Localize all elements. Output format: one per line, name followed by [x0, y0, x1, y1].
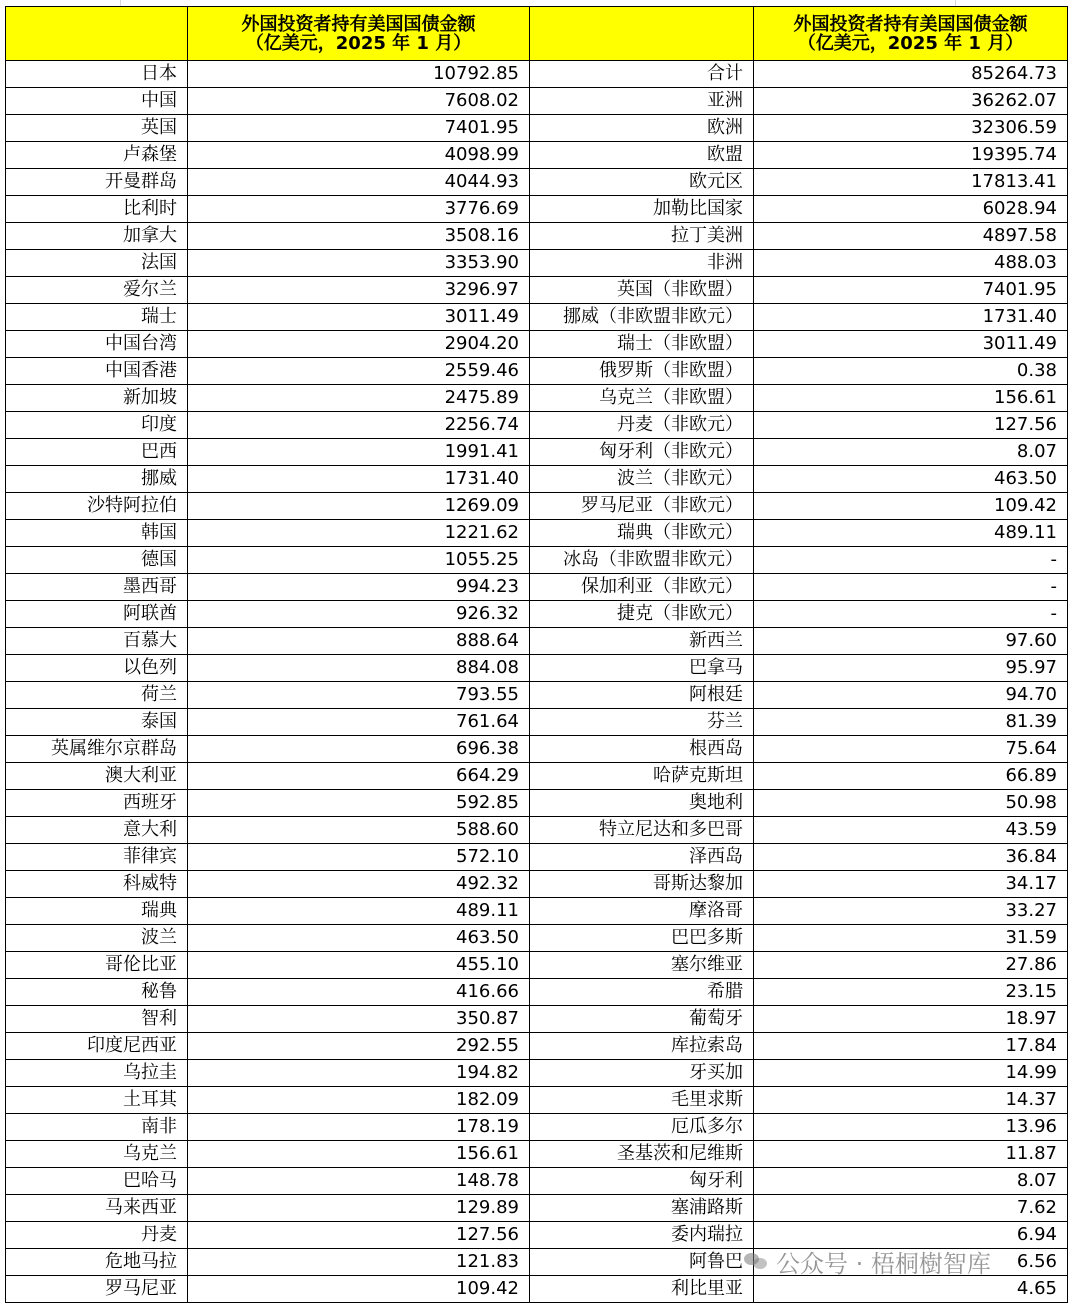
region-value-cell[interactable]: 488.03	[754, 250, 1068, 277]
country-name-cell[interactable]: 泰国	[6, 709, 188, 736]
table-row	[6, 655, 1068, 682]
region-name-cell[interactable]: 葡萄牙	[530, 1006, 754, 1033]
region-name-cell[interactable]: 俄罗斯（非欧盟）	[530, 358, 754, 385]
region-value-cell[interactable]: 17.84	[754, 1033, 1068, 1060]
region-value-cell[interactable]: 6.94	[754, 1222, 1068, 1249]
table-row	[6, 520, 1068, 547]
holding-value-cell[interactable]: 2475.89	[188, 385, 530, 412]
holding-value-cell[interactable]: 121.83	[188, 1249, 530, 1276]
region-name-cell[interactable]: 波兰（非欧元）	[530, 466, 754, 493]
region-value-cell[interactable]: 66.89	[754, 763, 1068, 790]
holding-value-cell[interactable]: 2559.46	[188, 358, 530, 385]
country-name-cell[interactable]: 印度	[6, 412, 188, 439]
table-row	[6, 763, 1068, 790]
holding-value-cell[interactable]: 4044.93	[188, 169, 530, 196]
holding-value-cell[interactable]: 1991.41	[188, 439, 530, 466]
region-value-cell[interactable]: 4.65	[754, 1276, 1068, 1303]
holding-value-cell[interactable]: 10792.85	[188, 61, 530, 88]
region-name-cell[interactable]: 特立尼达和多巴哥	[530, 817, 754, 844]
country-name-cell[interactable]: 意大利	[6, 817, 188, 844]
country-name-cell[interactable]: 巴哈马	[6, 1168, 188, 1195]
country-name-cell[interactable]: 智利	[6, 1006, 188, 1033]
watermark-text: 公众号 · 梧桐樹智库	[776, 1249, 991, 1278]
region-name-cell[interactable]: 芬兰	[530, 709, 754, 736]
table-body	[6, 61, 1068, 1303]
region-value-cell[interactable]: 6.56	[754, 1249, 1068, 1276]
table-row	[6, 385, 1068, 412]
holding-value-cell[interactable]: 1221.62	[188, 520, 530, 547]
region-name-cell[interactable]: 匈牙利（非欧元）	[530, 439, 754, 466]
table-row	[6, 223, 1068, 250]
holding-value-cell[interactable]: 1055.25	[188, 547, 530, 574]
region-name-cell[interactable]: 委内瑞拉	[530, 1222, 754, 1249]
holding-value-cell[interactable]: 3353.90	[188, 250, 530, 277]
country-name-cell[interactable]: 英属维尔京群岛	[6, 736, 188, 763]
table-row	[6, 979, 1068, 1006]
region-value-cell[interactable]: 3011.49	[754, 331, 1068, 358]
region-name-cell[interactable]: 摩洛哥	[530, 898, 754, 925]
region-value-cell[interactable]: 19395.74	[754, 142, 1068, 169]
region-name-cell[interactable]: 英国（非欧盟）	[530, 277, 754, 304]
holding-value-cell[interactable]: 588.60	[188, 817, 530, 844]
region-name-cell[interactable]: 非洲	[530, 250, 754, 277]
table-row	[6, 439, 1068, 466]
country-name-cell[interactable]: 瑞典	[6, 898, 188, 925]
region-name-cell[interactable]: 奥地利	[530, 790, 754, 817]
region-value-cell[interactable]: 0.38	[754, 358, 1068, 385]
treasury-holdings-table	[5, 6, 1068, 1303]
country-name-cell[interactable]: 印度尼西亚	[6, 1033, 188, 1060]
header-left-line2: （亿美元，2025 年 1 月）	[245, 32, 472, 54]
country-name-cell[interactable]: 德国	[6, 547, 188, 574]
country-name-cell[interactable]: 韩国	[6, 520, 188, 547]
region-value-cell[interactable]: 95.97	[754, 655, 1068, 682]
region-name-cell[interactable]: 丹麦（非欧元）	[530, 412, 754, 439]
table-row	[6, 1222, 1068, 1249]
holding-value-cell[interactable]: 416.66	[188, 979, 530, 1006]
region-value-cell[interactable]: 14.99	[754, 1060, 1068, 1087]
holding-value-cell[interactable]: 492.32	[188, 871, 530, 898]
region-name-cell[interactable]: 保加利亚（非欧元）	[530, 574, 754, 601]
table-row	[6, 547, 1068, 574]
country-name-cell[interactable]: 荷兰	[6, 682, 188, 709]
country-name-cell[interactable]: 英国	[6, 115, 188, 142]
country-name-cell[interactable]: 波兰	[6, 925, 188, 952]
country-name-cell[interactable]: 百慕大	[6, 628, 188, 655]
holding-value-cell[interactable]: 127.56	[188, 1222, 530, 1249]
header-row	[6, 7, 1068, 61]
region-name-cell[interactable]: 瑞典（非欧元）	[530, 520, 754, 547]
table-row	[6, 304, 1068, 331]
region-name-cell[interactable]: 圣基茨和尼维斯	[530, 1141, 754, 1168]
country-name-cell[interactable]: 新加坡	[6, 385, 188, 412]
region-value-cell[interactable]: -	[754, 574, 1068, 601]
region-name-cell[interactable]: 加勒比国家	[530, 196, 754, 223]
region-value-cell[interactable]: 156.61	[754, 385, 1068, 412]
region-value-cell[interactable]: 50.98	[754, 790, 1068, 817]
table-row	[6, 1006, 1068, 1033]
table-row	[6, 115, 1068, 142]
country-name-cell[interactable]: 南非	[6, 1114, 188, 1141]
holding-value-cell[interactable]: 664.29	[188, 763, 530, 790]
region-value-cell[interactable]: 109.42	[754, 493, 1068, 520]
table-row	[6, 682, 1068, 709]
holding-value-cell[interactable]: 182.09	[188, 1087, 530, 1114]
country-name-cell[interactable]: 以色列	[6, 655, 188, 682]
table-row	[6, 1033, 1068, 1060]
holding-value-cell[interactable]: 7608.02	[188, 88, 530, 115]
header-blank-right[interactable]	[530, 7, 754, 61]
region-name-cell[interactable]: 欧盟	[530, 142, 754, 169]
holding-value-cell[interactable]: 1269.09	[188, 493, 530, 520]
region-name-cell[interactable]: 捷克（非欧元）	[530, 601, 754, 628]
table-row	[6, 601, 1068, 628]
country-name-cell[interactable]: 罗马尼亚	[6, 1276, 188, 1303]
header-right-line1: 外国投资者持有美国国债金额	[793, 13, 1028, 35]
holding-value-cell[interactable]: 761.64	[188, 709, 530, 736]
region-value-cell[interactable]: 94.70	[754, 682, 1068, 709]
region-name-cell[interactable]: 巴拿马	[530, 655, 754, 682]
holding-value-cell[interactable]: 148.78	[188, 1168, 530, 1195]
holding-value-cell[interactable]: 793.55	[188, 682, 530, 709]
table-row	[6, 250, 1068, 277]
holding-value-cell[interactable]: 696.38	[188, 736, 530, 763]
region-value-cell[interactable]: -	[754, 547, 1068, 574]
region-value-cell[interactable]: 27.86	[754, 952, 1068, 979]
region-value-cell[interactable]: 31.59	[754, 925, 1068, 952]
region-value-cell[interactable]: 43.59	[754, 817, 1068, 844]
header-left-line1: 外国投资者持有美国国债金额	[241, 13, 476, 35]
header-left-value[interactable]	[188, 7, 530, 61]
table-row	[6, 358, 1068, 385]
region-value-cell[interactable]: 14.37	[754, 1087, 1068, 1114]
table-row	[6, 871, 1068, 898]
region-value-cell[interactable]: 97.60	[754, 628, 1068, 655]
region-name-cell[interactable]: 牙买加	[530, 1060, 754, 1087]
region-name-cell[interactable]: 塞浦路斯	[530, 1195, 754, 1222]
country-name-cell[interactable]: 巴西	[6, 439, 188, 466]
region-name-cell[interactable]: 塞尔维亚	[530, 952, 754, 979]
header-right-value[interactable]	[754, 7, 1068, 61]
region-name-cell[interactable]: 罗马尼亚（非欧元）	[530, 493, 754, 520]
header-right-line2: （亿美元，2025 年 1 月）	[797, 32, 1024, 54]
country-name-cell[interactable]: 土耳其	[6, 1087, 188, 1114]
region-value-cell[interactable]: 23.15	[754, 979, 1068, 1006]
region-value-cell[interactable]: 6028.94	[754, 196, 1068, 223]
holding-value-cell[interactable]: 3508.16	[188, 223, 530, 250]
country-name-cell[interactable]: 危地马拉	[6, 1249, 188, 1276]
country-name-cell[interactable]: 中国台湾	[6, 331, 188, 358]
region-value-cell[interactable]: 1731.40	[754, 304, 1068, 331]
country-name-cell[interactable]: 加拿大	[6, 223, 188, 250]
region-name-cell[interactable]: 乌克兰（非欧盟）	[530, 385, 754, 412]
table-row	[6, 952, 1068, 979]
country-name-cell[interactable]: 哥伦比亚	[6, 952, 188, 979]
table-row	[6, 574, 1068, 601]
table-row	[6, 1249, 1068, 1276]
country-name-cell[interactable]: 墨西哥	[6, 574, 188, 601]
country-name-cell[interactable]: 菲律宾	[6, 844, 188, 871]
region-value-cell[interactable]: 7401.95	[754, 277, 1068, 304]
country-name-cell[interactable]: 法国	[6, 250, 188, 277]
table-row	[6, 925, 1068, 952]
table-row	[6, 493, 1068, 520]
table-row	[6, 1087, 1068, 1114]
holding-value-cell[interactable]: 350.87	[188, 1006, 530, 1033]
region-name-cell[interactable]: 厄瓜多尔	[530, 1114, 754, 1141]
holding-value-cell[interactable]: 926.32	[188, 601, 530, 628]
region-value-cell[interactable]: 36.84	[754, 844, 1068, 871]
holding-value-cell[interactable]: 455.10	[188, 952, 530, 979]
table-row	[6, 1141, 1068, 1168]
holding-value-cell[interactable]: 129.89	[188, 1195, 530, 1222]
holding-value-cell[interactable]: 178.19	[188, 1114, 530, 1141]
region-value-cell[interactable]: 11.87	[754, 1141, 1068, 1168]
country-name-cell[interactable]: 沙特阿拉伯	[6, 493, 188, 520]
region-name-cell[interactable]: 库拉索岛	[530, 1033, 754, 1060]
region-name-cell[interactable]: 毛里求斯	[530, 1087, 754, 1114]
table-row	[6, 790, 1068, 817]
holding-value-cell[interactable]: 292.55	[188, 1033, 530, 1060]
country-name-cell[interactable]: 卢森堡	[6, 142, 188, 169]
table-row	[6, 628, 1068, 655]
region-value-cell[interactable]: 81.39	[754, 709, 1068, 736]
table-row	[6, 898, 1068, 925]
region-name-cell[interactable]: 利比里亚	[530, 1276, 754, 1303]
table-row	[6, 277, 1068, 304]
header-blank-left[interactable]	[6, 7, 188, 61]
table-row	[6, 169, 1068, 196]
table-row	[6, 709, 1068, 736]
holding-value-cell[interactable]: 194.82	[188, 1060, 530, 1087]
holding-value-cell[interactable]: 3011.49	[188, 304, 530, 331]
region-value-cell[interactable]: 8.07	[754, 439, 1068, 466]
holding-value-cell[interactable]: 156.61	[188, 1141, 530, 1168]
holding-value-cell[interactable]: 3776.69	[188, 196, 530, 223]
region-name-cell[interactable]: 拉丁美洲	[530, 223, 754, 250]
table-row	[6, 844, 1068, 871]
table-row	[6, 61, 1068, 88]
region-value-cell[interactable]: 489.11	[754, 520, 1068, 547]
region-value-cell[interactable]: -	[754, 601, 1068, 628]
holding-value-cell[interactable]: 109.42	[188, 1276, 530, 1303]
holding-value-cell[interactable]: 884.08	[188, 655, 530, 682]
region-name-cell[interactable]: 哈萨克斯坦	[530, 763, 754, 790]
region-value-cell[interactable]: 33.27	[754, 898, 1068, 925]
region-name-cell[interactable]: 挪威（非欧盟非欧元）	[530, 304, 754, 331]
holding-value-cell[interactable]: 1731.40	[188, 466, 530, 493]
region-name-cell[interactable]: 亚洲	[530, 88, 754, 115]
holding-value-cell[interactable]: 572.10	[188, 844, 530, 871]
country-name-cell[interactable]: 开曼群岛	[6, 169, 188, 196]
region-name-cell[interactable]: 泽西岛	[530, 844, 754, 871]
region-name-cell[interactable]: 冰岛（非欧盟非欧元）	[530, 547, 754, 574]
table-row	[6, 1060, 1068, 1087]
holding-value-cell[interactable]: 3296.97	[188, 277, 530, 304]
region-value-cell[interactable]: 127.56	[754, 412, 1068, 439]
country-name-cell[interactable]: 丹麦	[6, 1222, 188, 1249]
holding-value-cell[interactable]: 4098.99	[188, 142, 530, 169]
table-row	[6, 736, 1068, 763]
country-name-cell[interactable]: 乌拉圭	[6, 1060, 188, 1087]
country-name-cell[interactable]: 科威特	[6, 871, 188, 898]
country-name-cell[interactable]: 中国香港	[6, 358, 188, 385]
region-value-cell[interactable]: 34.17	[754, 871, 1068, 898]
holding-value-cell[interactable]: 2256.74	[188, 412, 530, 439]
region-value-cell[interactable]: 32306.59	[754, 115, 1068, 142]
holding-value-cell[interactable]: 592.85	[188, 790, 530, 817]
region-name-cell[interactable]: 匈牙利	[530, 1168, 754, 1195]
country-name-cell[interactable]: 日本	[6, 61, 188, 88]
region-name-cell[interactable]: 瑞士（非欧盟）	[530, 331, 754, 358]
region-name-cell[interactable]: 新西兰	[530, 628, 754, 655]
country-name-cell[interactable]: 澳大利亚	[6, 763, 188, 790]
country-name-cell[interactable]: 爱尔兰	[6, 277, 188, 304]
table-row	[6, 1168, 1068, 1195]
table-row	[6, 196, 1068, 223]
country-name-cell[interactable]: 马来西亚	[6, 1195, 188, 1222]
holding-value-cell[interactable]: 489.11	[188, 898, 530, 925]
holding-value-cell[interactable]: 888.64	[188, 628, 530, 655]
holding-value-cell[interactable]: 7401.95	[188, 115, 530, 142]
region-name-cell[interactable]: 哥斯达黎加	[530, 871, 754, 898]
region-name-cell[interactable]: 阿根廷	[530, 682, 754, 709]
region-name-cell[interactable]: 根西岛	[530, 736, 754, 763]
region-name-cell[interactable]: 阿鲁巴	[530, 1249, 754, 1276]
table-row	[6, 412, 1068, 439]
holding-value-cell[interactable]: 2904.20	[188, 331, 530, 358]
country-name-cell[interactable]: 秘鲁	[6, 979, 188, 1006]
table-row	[6, 817, 1068, 844]
table-row	[6, 142, 1068, 169]
country-name-cell[interactable]: 瑞士	[6, 304, 188, 331]
country-name-cell[interactable]: 乌克兰	[6, 1141, 188, 1168]
region-value-cell[interactable]: 18.97	[754, 1006, 1068, 1033]
country-name-cell[interactable]: 阿联酋	[6, 601, 188, 628]
table-row	[6, 331, 1068, 358]
table-row	[6, 88, 1068, 115]
table-row	[6, 1114, 1068, 1141]
region-name-cell[interactable]: 欧洲	[530, 115, 754, 142]
region-name-cell[interactable]: 合计	[530, 61, 754, 88]
region-value-cell[interactable]: 463.50	[754, 466, 1068, 493]
table-row	[6, 466, 1068, 493]
holding-value-cell[interactable]: 463.50	[188, 925, 530, 952]
region-value-cell[interactable]: 17813.41	[754, 169, 1068, 196]
region-value-cell[interactable]: 36262.07	[754, 88, 1068, 115]
region-value-cell[interactable]: 4897.58	[754, 223, 1068, 250]
region-value-cell[interactable]: 75.64	[754, 736, 1068, 763]
country-name-cell[interactable]: 西班牙	[6, 790, 188, 817]
region-name-cell[interactable]: 欧元区	[530, 169, 754, 196]
table-row	[6, 1276, 1068, 1303]
region-value-cell[interactable]: 7.62	[754, 1195, 1068, 1222]
region-value-cell[interactable]: 8.07	[754, 1168, 1068, 1195]
region-value-cell[interactable]: 13.96	[754, 1114, 1068, 1141]
region-value-cell[interactable]: 85264.73	[754, 61, 1068, 88]
region-name-cell[interactable]: 希腊	[530, 979, 754, 1006]
country-name-cell[interactable]: 比利时	[6, 196, 188, 223]
country-name-cell[interactable]: 中国	[6, 88, 188, 115]
country-name-cell[interactable]: 挪威	[6, 466, 188, 493]
table-row	[6, 1195, 1068, 1222]
holding-value-cell[interactable]: 994.23	[188, 574, 530, 601]
region-name-cell[interactable]: 巴巴多斯	[530, 925, 754, 952]
